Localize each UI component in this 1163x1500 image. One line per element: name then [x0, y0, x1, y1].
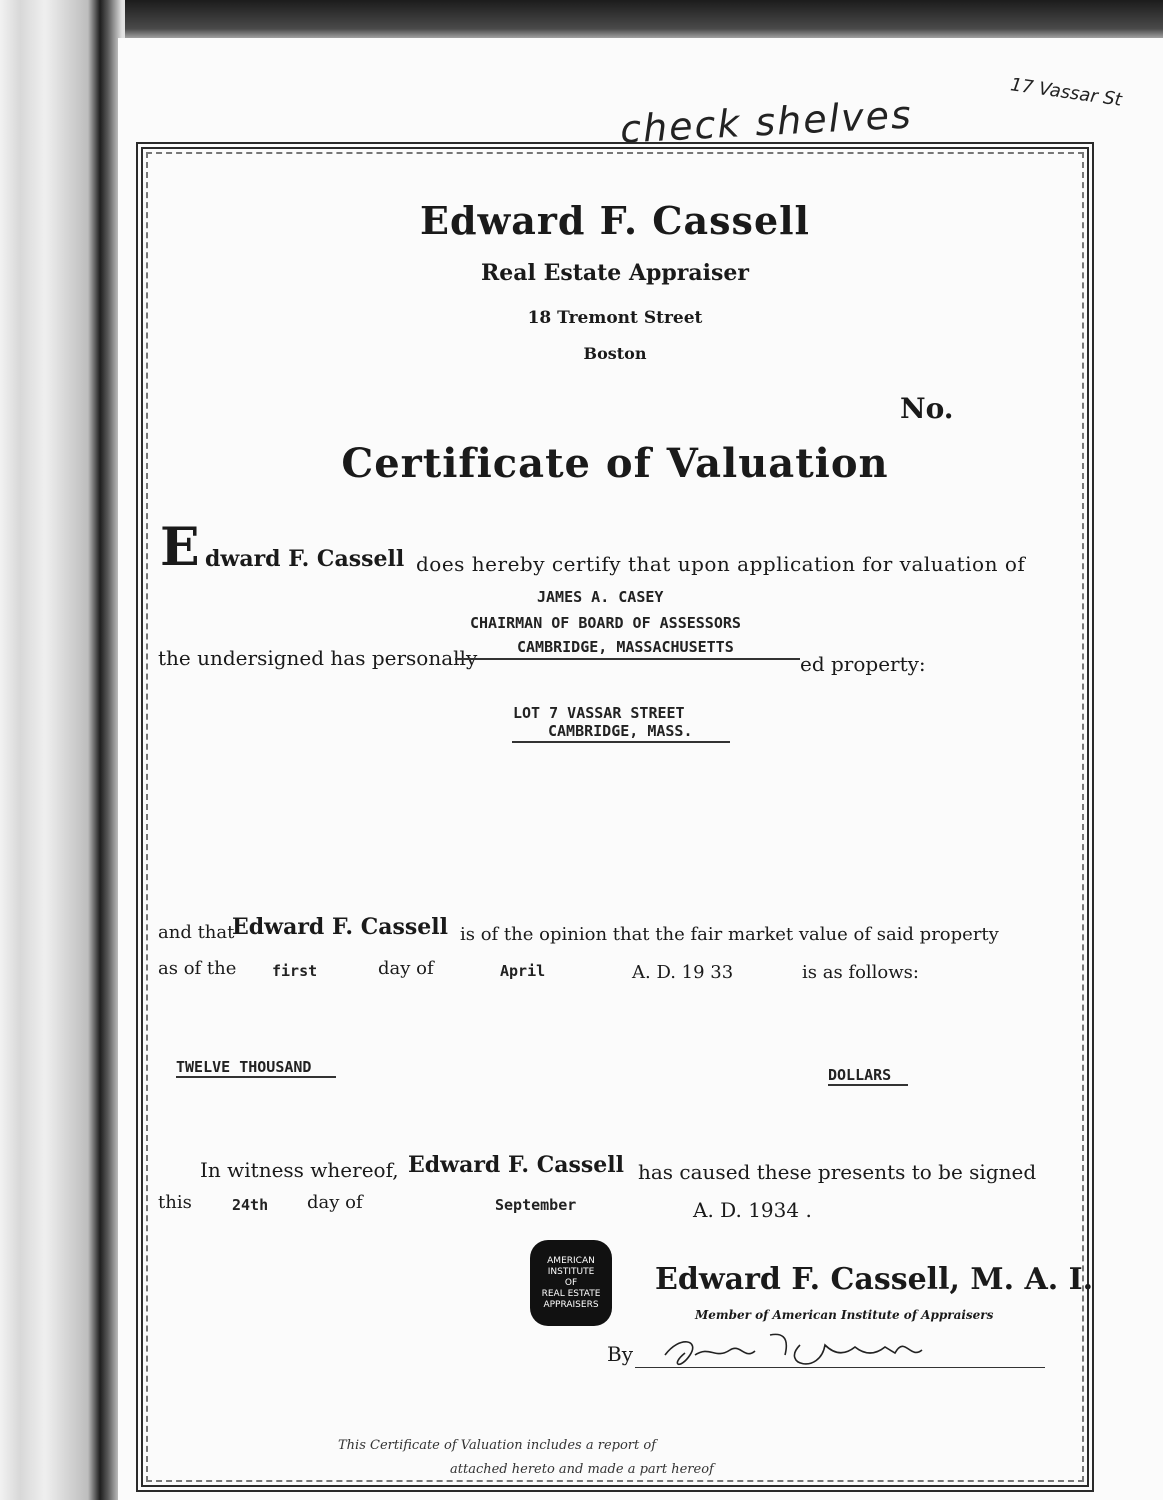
witness-prefix: In witness whereof, [200, 1158, 399, 1182]
witness-this: this [158, 1192, 192, 1213]
by-label: By [607, 1342, 633, 1366]
witness-text: has caused these presents to be signed [638, 1160, 1037, 1184]
certification-text: does hereby certify that upon application for valuation of [416, 552, 1026, 576]
footer-line-1: This Certificate of Valuation includes a report of [338, 1438, 657, 1453]
handwritten-signature [660, 1315, 940, 1375]
opinion-ad: A. D. 19 33 [632, 962, 734, 983]
letterhead-city: Boston [583, 344, 647, 363]
property-line-1: LOT 7 VASSAR STREET [513, 704, 685, 722]
appraisers-institute-seal [530, 1240, 612, 1326]
applicant-title: CHAIRMAN OF BOARD OF ASSESSORS [470, 614, 741, 632]
binder-edge [0, 0, 125, 1500]
handwritten-note-check-shelves: check shelves [619, 92, 914, 152]
witness-day: 24th [232, 1196, 269, 1214]
applicant-city: CAMBRIDGE, MASSACHUSETTS [517, 638, 734, 656]
property-line-2: CAMBRIDGE, MASS. [548, 722, 693, 740]
witness-month: September [495, 1196, 577, 1214]
certifier-name: dward F. Cassell [205, 546, 405, 572]
valuation-amount: TWELVE THOUSAND [176, 1058, 312, 1076]
dropcap-letter: E [160, 517, 200, 578]
valuation-currency: DOLLARS [828, 1066, 892, 1084]
witness-day-of: day of [307, 1192, 363, 1213]
footer-line-2: attached hereto and made a part hereof [450, 1462, 714, 1477]
membership-line: Member of American Institute of Appraisers [695, 1308, 994, 1322]
certification-line2-start: the undersigned has personally [158, 646, 478, 670]
opinion-name: Edward F. Cassell [232, 914, 448, 940]
opinion-text: is of the opinion that the fair market value of said property [460, 924, 999, 945]
certificate-title: Certificate of Valuation [341, 440, 889, 487]
struck-out-text [455, 658, 800, 660]
property-underline [512, 741, 730, 743]
opinion-follows: is as follows: [802, 962, 919, 983]
signature-line [635, 1367, 1045, 1368]
applicant-name: JAMES A. CASEY [537, 588, 664, 606]
opinion-day: first [272, 962, 318, 980]
opinion-day-of: day of [378, 958, 434, 979]
certification-line2-end: ed property: [800, 652, 926, 676]
letterhead-profession: Real Estate Appraiser [481, 260, 749, 286]
letterhead-name: Edward F. Cassell [419, 198, 810, 243]
opinion-month: April [500, 962, 546, 980]
certificate-number-label: No. [900, 392, 954, 425]
opinion-prefix: and that [158, 922, 235, 943]
opinion-as-of: as of the [158, 958, 237, 979]
handwritten-note-address: 17 Vassar St [1009, 74, 1124, 111]
witness-ad: A. D. 1934 . [693, 1198, 812, 1222]
signature-block-name: Edward F. Cassell, M. A. I. [655, 1262, 1094, 1297]
valuation-amount-underline [176, 1076, 336, 1078]
letterhead-address: 18 Tremont Street [527, 308, 703, 328]
valuation-currency-underline [828, 1084, 908, 1086]
witness-name: Edward F. Cassell [408, 1152, 624, 1178]
seal-text: AMERICAN INSTITUTE OF REAL ESTATE APPRAISERS [541, 1255, 601, 1310]
